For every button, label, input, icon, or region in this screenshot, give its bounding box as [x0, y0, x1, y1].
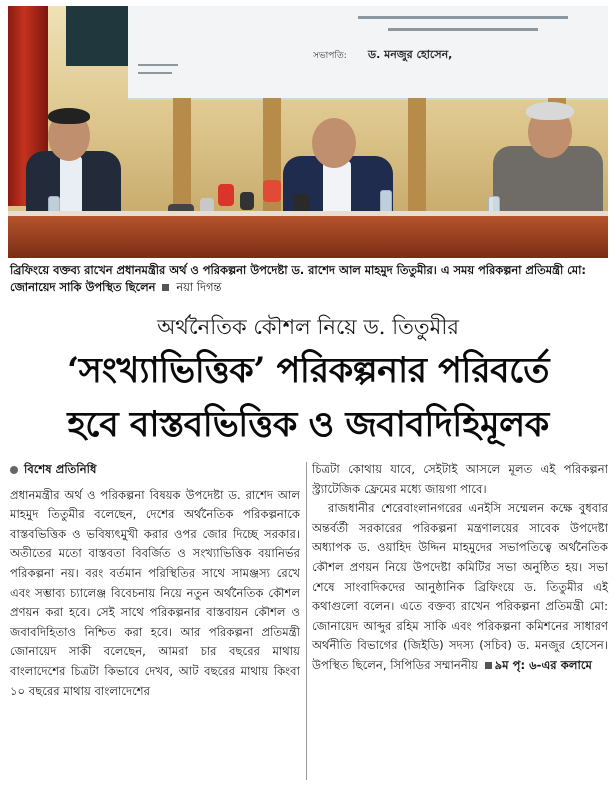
- article-paragraph: [312, 499, 608, 675]
- caption-source: নয়া দিগন্ত: [176, 280, 222, 294]
- photo-dark-panel: [66, 6, 136, 66]
- photo-pillar: [408, 98, 426, 218]
- banner-text-line: [358, 16, 568, 19]
- headline-line-2: হবে বাস্তবভিত্তিক ও জবাবদিহিমূলক: [67, 404, 549, 445]
- microphone: [218, 184, 234, 206]
- banner-text-line: [388, 28, 538, 31]
- article-column-right: [312, 460, 608, 676]
- caption-text: ব্রিফিংয়ে বক্তব্য রাখেন প্রধানমন্ত্রীর অর্থ ও পরিকল্পনা উপদেষ্টা ড. রাশেদ আল মাহমুদ তিতুমীর। এ সময় পরিকল্পনা প্রতিমন্ত্রী মো: জোনায়েদ সাকি উপস্থিত ছিলেন: [10, 263, 586, 294]
- banner-label: সভাপতি:: [313, 51, 347, 61]
- desk-front: [8, 216, 608, 258]
- article-paragraph-text: রাজধানীর শেরেবাংলানগরের এনইসি সম্মেলন কক্ষে বুধবার অন্তর্বর্তী সরকারের পরিকল্পনা মন্ত্রণালয়ের সাবেক উপদেষ্টা অধ্যাপক ড. ওয়াহিদ উদ্দিন মাহমুদের সভাপতিত্বে অর্থনৈতিক কৌশল প্রণয়ন নিয়ে উপদেষ্টা কমিটির সভা অনুষ্ঠিত হয়। সভা শেষে সাংবাদিকদের আনুষ্ঠানিক ব্রিফিংয়ে ড. তিতুমীর এই কথাগুলো বলেন। এতে বক্তব্য রাখেন পরিকল্পনা প্রতিমন্ত্রী মো: জোনায়েদ আব্দুর রহিম সাকি এবং পরিকল্পনা কমিশনের সাধারণ অর্থনীতি বিভাগের (জিইডি) সদস্য (সচিব) ড. মনজুর হোসেন। উপস্থিত ছিলেন, সিপিডির সম্মাননীয়: [312, 501, 608, 672]
- byline-bullet-icon: [10, 466, 18, 474]
- byline: [10, 460, 300, 480]
- person-center-shirt: [323, 161, 351, 216]
- banner-name: ড. মনজুর হোসেন,: [368, 48, 453, 61]
- person-right-hair: [526, 102, 574, 120]
- headline-kicker: অর্থনৈতিক কৌশল নিয়ে ড. তিতুমীর: [157, 315, 459, 339]
- person-left-hair: [48, 108, 90, 124]
- caption-square-icon: [162, 284, 169, 291]
- microphone: [263, 180, 281, 202]
- microphone: [240, 192, 254, 210]
- column-divider: [306, 462, 307, 780]
- article-column-left: [10, 460, 300, 701]
- continued-jump: ৯ম পৃ: ৬-এর কলামে: [494, 657, 592, 672]
- photo-pillar: [173, 98, 191, 218]
- headline-line-1: ‘সংখ্যাভিত্তিক’ পরিকল্পনার পরিবর্তে: [67, 350, 549, 391]
- news-photo: [8, 6, 608, 258]
- microphone: [293, 194, 309, 212]
- banner-text-line: [138, 64, 178, 66]
- photo-banner: [128, 6, 608, 100]
- person-center-head: [312, 118, 356, 168]
- person-left-shirt: [60, 156, 82, 216]
- photo-caption: [10, 262, 608, 296]
- banner-text-line: [138, 72, 172, 74]
- article-paragraph: প্রধানমন্ত্রীর অর্থ ও পরিকল্পনা বিষয়ক উপদেষ্টা ড. রাশেদ আল মাহমুদ তিতুমীর বলেছেন, দেশের অর্থনৈতিক পরিকল্পনাকে বাস্তবভিত্তিক ও ভবিষ্যৎমুখী করার ওপর জোর দিচ্ছে সরকার। অতীতের মতো বাস্তবতা বিবর্জিত ও সংখ্যাভিত্তিক বয়ানির্ভর পরিকল্পনা নয়। বরং বর্তমান পরিস্থিতির সাথে সামঞ্জস্য রেখে এবং সম্ভাব্য চ্যালেঞ্জ বিবেচনায় নিয়ে নতুন অর্থনৈতিক কৌশল প্রণয়ন করা হবে। সেই সাথে পরিকল্পনার বাস্তবায়ন কৌশল ও জবাবদিহিতাও নিশ্চিত করা হবে। আর পরিকল্পনা প্রতিমন্ত্রী জোনায়েদ সাকী বলেছেন, আমরা চার বছরের মাথায় বাংলাদেশের চিত্রটা কিভাবে দেখব, আট বছরের মাথায় কিংবা ১০ বছরের মাথায় বাংলাদেশের: [10, 487, 300, 698]
- jump-square-icon: [485, 662, 492, 669]
- article-paragraph: চিত্রটা কোথায় যাবে, সেইটাই আসলে মূলত এই পরিকল্পনা স্ট্র্যাটেজিক ফ্রেমের মধ্যে জায়গা পাবে।: [312, 462, 608, 496]
- byline-text: বিশেষ প্রতিনিধি: [24, 462, 97, 476]
